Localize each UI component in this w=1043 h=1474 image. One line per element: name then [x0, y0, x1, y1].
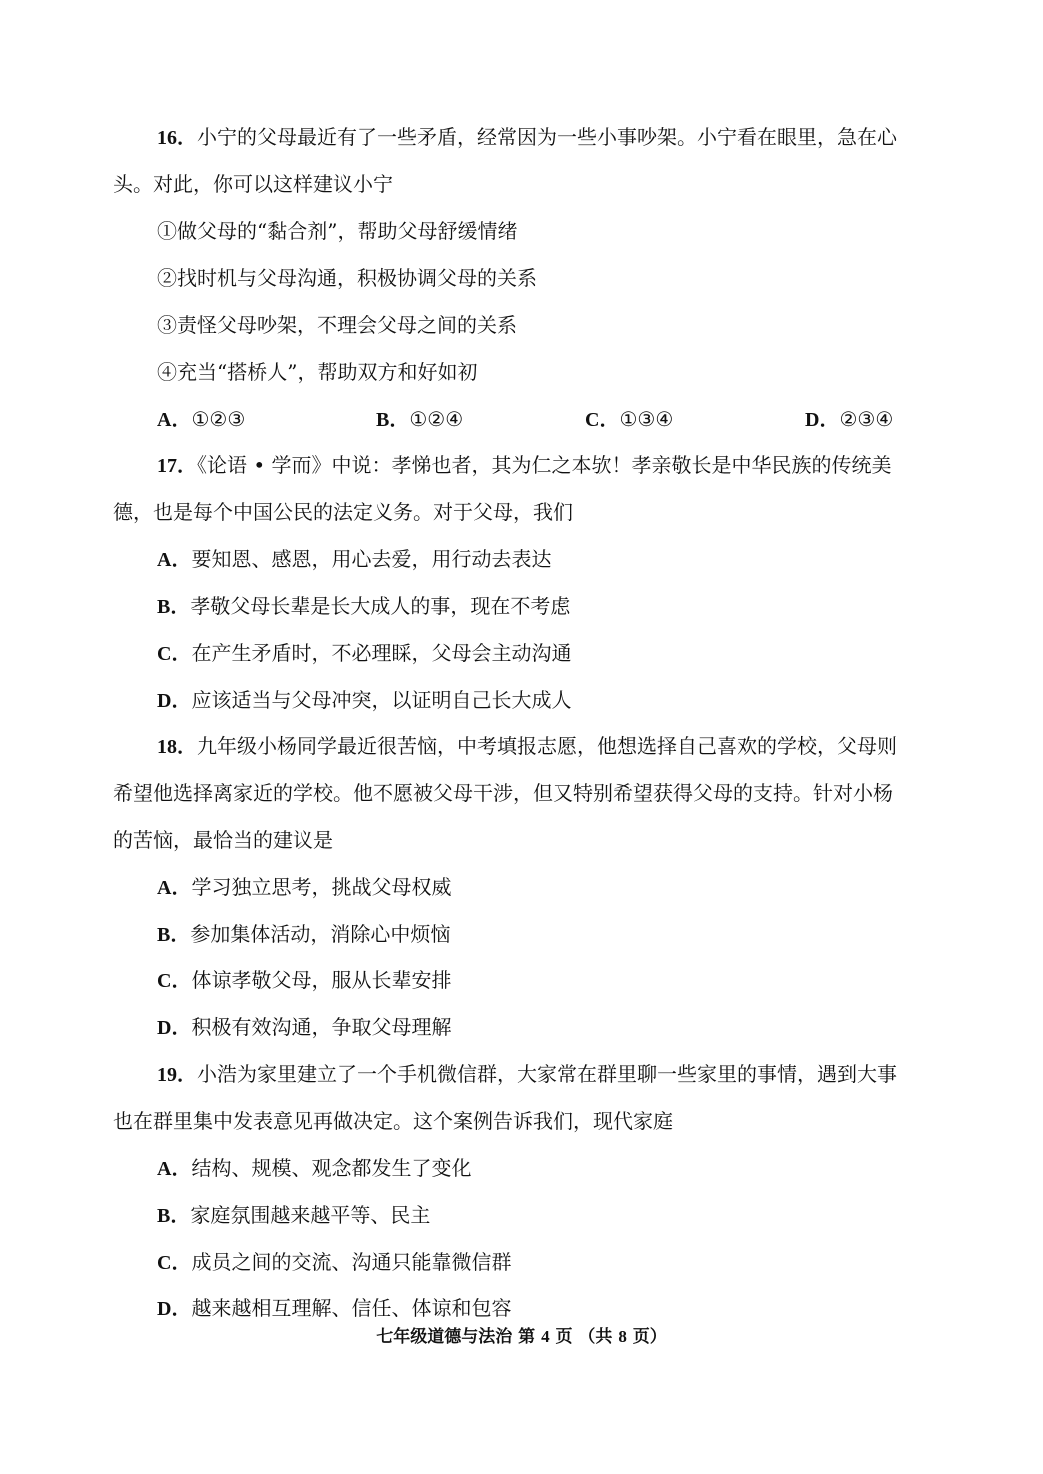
q18-stem-text1: 九年级小杨同学最近很苦恼，中考填报志愿，他想选择自己喜欢的学校，父母则: [197, 734, 897, 758]
q16-stem-line2: 头。对此，你可以这样建议小宁: [113, 172, 393, 196]
q17-option-a[interactable]: A．要知恩、感恩，用心去爱，用行动去表达: [157, 547, 552, 571]
q17-stem-text1: 《论语 • 学而》中说：孝悌也者，其为仁之本欤！孝亲敬长是中华民族的传统美: [197, 453, 892, 477]
q18-stem-line3: 的苦恼，最恰当的建议是: [113, 828, 333, 852]
q18-option-b[interactable]: B．参加集体活动，消除心中烦恼: [157, 922, 451, 946]
q18-stem-line1: [157, 732, 977, 761]
q19-option-b[interactable]: B．家庭氛围越来越平等、民主: [157, 1203, 431, 1227]
q16-number: 16．: [157, 127, 197, 149]
q16-choice-c[interactable]: C．①③④: [585, 407, 674, 431]
q17-number: 17．: [157, 455, 197, 477]
footer-middle: 页 （共: [549, 1327, 619, 1347]
q19-option-c[interactable]: C．成员之间的交流、沟通只能靠微信群: [157, 1250, 512, 1274]
q16-choice-b[interactable]: B．①②④: [376, 407, 464, 431]
q17-stem-line2: 德，也是每个中国公民的法定义务。对于父母，我们: [113, 500, 573, 524]
q17-option-b[interactable]: B．孝敬父母长辈是长大成人的事，现在不考虑: [157, 594, 571, 618]
q18-option-c[interactable]: C．体谅孝敬父母，服从长辈安排: [157, 968, 452, 992]
page-footer: [0, 1325, 1043, 1349]
q16-choice-d[interactable]: D．②③④: [805, 407, 894, 431]
q16-choice-a[interactable]: A．①②③: [157, 407, 246, 431]
q17-stem-line1: [157, 451, 977, 480]
q18-number: 18．: [157, 736, 197, 758]
q16-stem-line1: [157, 123, 977, 152]
q19-stem-line2: 也在群里集中发表意见再做决定。这个案例告诉我们，现代家庭: [113, 1109, 673, 1133]
q18-option-a[interactable]: A．学习独立思考，挑战父母权威: [157, 875, 452, 899]
q19-stem-text1: 小浩为家里建立了一个手机微信群，大家常在群里聊一些家里的事情，遇到大事: [197, 1062, 897, 1086]
q17-option-c[interactable]: C．在产生矛盾时，不必理睬，父母会主动沟通: [157, 641, 572, 665]
q19-option-d[interactable]: D．越来越相互理解、信任、体谅和包容: [157, 1296, 512, 1320]
q19-option-a[interactable]: A．结构、规模、观念都发生了变化: [157, 1156, 472, 1180]
q16-item-2: ②找时机与父母沟通，积极协调父母的关系: [157, 266, 537, 290]
footer-page-number: 4: [541, 1327, 550, 1346]
footer-suffix: 页）: [626, 1327, 667, 1347]
q16-item-4: ④充当“搭桥人”，帮助双方和好如初: [157, 360, 478, 384]
q19-stem-line1: [157, 1060, 977, 1089]
q17-option-d[interactable]: D．应该适当与父母冲突，以证明自己长大成人: [157, 688, 572, 712]
q18-option-d[interactable]: D．积极有效沟通，争取父母理解: [157, 1015, 452, 1039]
q16-stem-text1: 小宁的父母最近有了一些矛盾，经常因为一些小事吵架。小宁看在眼里，急在心: [197, 125, 897, 149]
q16-item-1: ①做父母的“黏合剂”，帮助父母舒缓情绪: [157, 219, 518, 243]
q16-item-3: ③责怪父母吵架，不理会父母之间的关系: [157, 313, 517, 337]
footer-prefix: 七年级道德与法治 第: [376, 1327, 542, 1347]
q19-number: 19．: [157, 1064, 197, 1086]
q18-stem-line2: 希望他选择离家近的学校。他不愿被父母干涉，但又特别希望获得父母的支持。针对小杨: [113, 781, 893, 805]
footer-total-pages: 8: [618, 1327, 627, 1346]
